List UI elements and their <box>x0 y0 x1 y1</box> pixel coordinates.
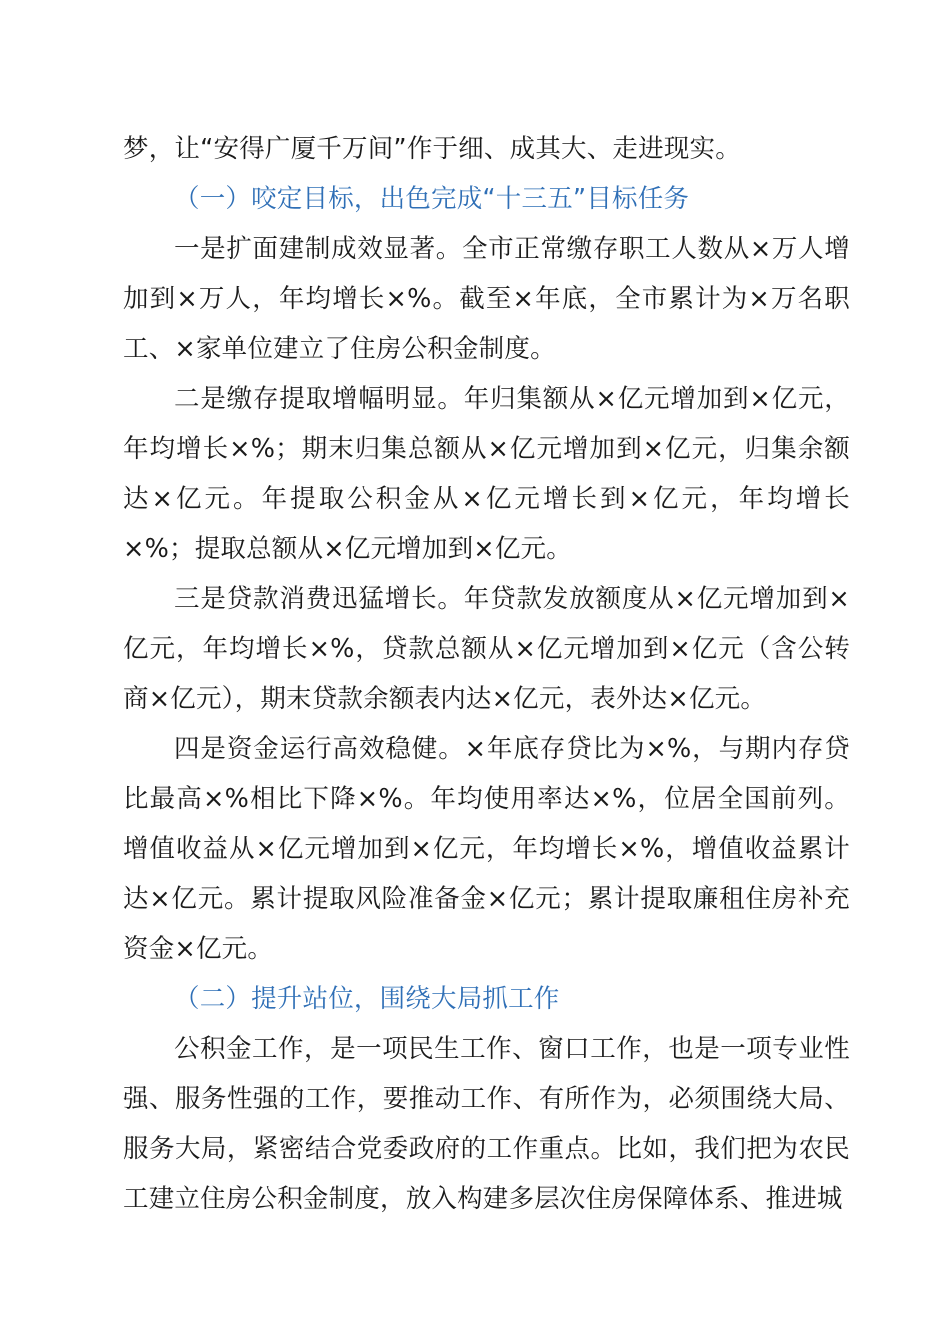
paragraph-fund-operation: 四是资金运行高效稳健。×年底存贷比为×%，与期内存贷比最高×%相比下降×%。年均使用率达×%，位居全国前列。增值收益从×亿元增加到×亿元，年均增长×%，增值收益累计达×亿元。累计提取风险准备金×亿元；累计提取廉租住房补充资金×亿元。 <box>123 734 850 964</box>
paragraph-deposit-withdrawal: 二是缴存提取增幅明显。年归集额从×亿元增加到×亿元，年均增长×%；期末归集总额从×亿元增加到×亿元，归集余额达×亿元。年提取公积金从×亿元增长到×亿元，年均增长×%；提取总额从×亿元增加到×亿元。 <box>123 384 850 564</box>
paragraph-intro-continuation: 梦，让“安得广厦千万间”作于细、成其大、走进现实。 <box>123 134 741 164</box>
paragraph-coverage: 一是扩面建制成效显著。全市正常缴存职工人数从×万人增加到×万人，年均增长×%。截至×年底，全市累计为×万名职工、×家单位建立了住房公积金制度。 <box>123 234 850 364</box>
section-heading-1: （一）咬定目标，出色完成“十三五”目标任务 <box>174 184 690 214</box>
paragraph-loans: 三是贷款消费迅猛增长。年贷款发放额度从×亿元增加到×亿元，年均增长×%，贷款总额从×亿元增加到×亿元（含公转商×亿元），期末贷款余额表内达×亿元，表外达×亿元。 <box>123 584 850 714</box>
paragraph-overall-work: 公积金工作，是一项民生工作、窗口工作，也是一项专业性强、服务性强的工作，要推动工作、有所作为，必须围绕大局、服务大局，紧密结合党委政府的工作重点。比如，我们把为农民工建立住房公积金制度，放入构建多层次住房保障体系、推进城 <box>123 1034 850 1214</box>
section-heading-2: （二）提升站位，围绕大局抓工作 <box>174 984 560 1014</box>
document-body <box>123 124 850 1224</box>
